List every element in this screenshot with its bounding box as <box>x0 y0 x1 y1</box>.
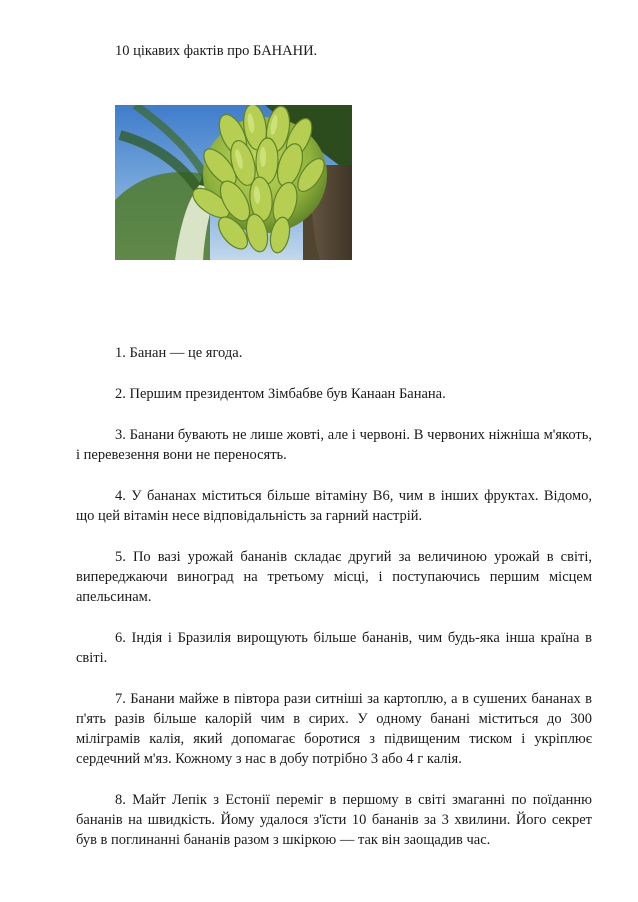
facts-list <box>76 343 592 871</box>
fact-1: 1. Банан — це ягода. <box>115 345 243 361</box>
fact-5: 5. По вазі урожай бананів складає другий за величиною урожай в світі, випереджаючи виноград на третьому місці, і поступаючись першим місцем апельсинам. <box>76 549 592 605</box>
fact-2: 2. Першим президентом Зімбабве був Канаан Банана. <box>115 386 446 402</box>
fact-4: 4. У бананах міститься більше вітаміну B6, чим в інших фруктах. Відомо, що цей вітамін несе відповідальність за гарний настрій. <box>76 488 592 524</box>
fact-7: 7. Банани майже в півтора рази ситніші за картоплю, а в сушених бананах в п'ять разів більше калорій чим в сирих. У одному банані міститься до 300 міліграмів калія, який допомагає боротися з підвищеним тиском і укріплює сердечний м'яз. Кожному з нас в добу потрібно 3 або 4 г калія. <box>76 691 592 767</box>
fact-3: 3. Банани бувають не лише жовті, але і червоні. В червоних ніжніша м'якоть, і перевезення вони не переносять. <box>76 427 592 463</box>
document-title: 10 цікавих фактів про БАНАНИ. <box>115 43 318 59</box>
fact-6: 6. Індія і Бразилія вирощують більше бананів, чим будь-яка інша країна в світі. <box>76 630 592 666</box>
banana-photo <box>115 105 352 260</box>
fact-8: 8. Майт Лепік з Естонії переміг в першому в світі змаганні по поїданню бананів на швидкість. Йому удалося з'їсти 10 бананів за 3 хвилини. Його секрет був в поглинанні бананів разом з шкіркою — так він заощадив час. <box>76 792 592 848</box>
